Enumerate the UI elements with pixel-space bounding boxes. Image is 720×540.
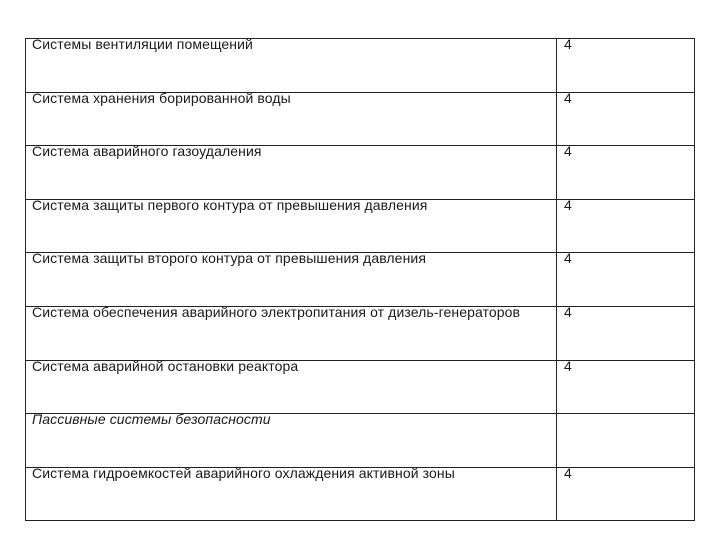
table-row — [26, 199, 695, 253]
table-row — [26, 360, 695, 414]
table-row — [26, 92, 695, 146]
safety-systems-table — [25, 38, 695, 521]
system-value: 4 — [564, 357, 572, 374]
system-value-cell — [557, 414, 695, 468]
system-name-cell — [26, 89, 557, 146]
system-value: 4 — [564, 196, 572, 213]
system-name: Система гидроемкостей аварийного охлаждения активной зоны — [32, 464, 455, 481]
system-name: Система аварийной остановки реактора — [32, 357, 299, 374]
system-value: 4 — [564, 464, 572, 481]
section-header-row — [26, 414, 695, 468]
system-value: 4 — [564, 250, 572, 267]
table-row — [26, 146, 695, 200]
system-value-cell — [557, 89, 695, 146]
system-name: Система защиты первого контура от превышения давления — [32, 196, 428, 213]
table-row — [26, 39, 695, 93]
system-value: 4 — [564, 143, 572, 160]
system-value: 4 — [564, 36, 572, 52]
system-value-cell — [557, 196, 695, 253]
system-value-cell — [557, 250, 695, 307]
system-name-cell — [26, 196, 557, 253]
system-name: Система хранения борированной воды — [32, 89, 291, 106]
system-name: Система аварийного газоудаления — [32, 143, 262, 160]
system-name-cell — [26, 464, 557, 521]
system-name-cell — [26, 357, 557, 414]
system-value-cell — [557, 36, 695, 93]
system-value: 4 — [564, 303, 572, 320]
system-name: Система защиты второго контура от превышения давления — [32, 250, 427, 267]
system-name-cell — [26, 303, 557, 360]
system-name: Система обеспечения аварийного электропитания от дизель-генераторов — [32, 303, 521, 320]
system-name: Системы вентиляции помещений — [32, 36, 253, 52]
system-name-cell — [26, 250, 557, 307]
system-value-cell — [557, 357, 695, 414]
section-header-cell — [26, 411, 557, 468]
system-value-cell — [557, 303, 695, 360]
system-name-cell — [26, 143, 557, 200]
system-value-cell — [557, 464, 695, 521]
system-value-cell — [557, 143, 695, 200]
table-row — [26, 467, 695, 521]
system-value: 4 — [564, 89, 572, 106]
table-row — [26, 253, 695, 307]
system-name-cell — [26, 36, 557, 93]
section-header: Пассивные системы безопасности — [32, 411, 271, 428]
table-row — [26, 306, 695, 360]
